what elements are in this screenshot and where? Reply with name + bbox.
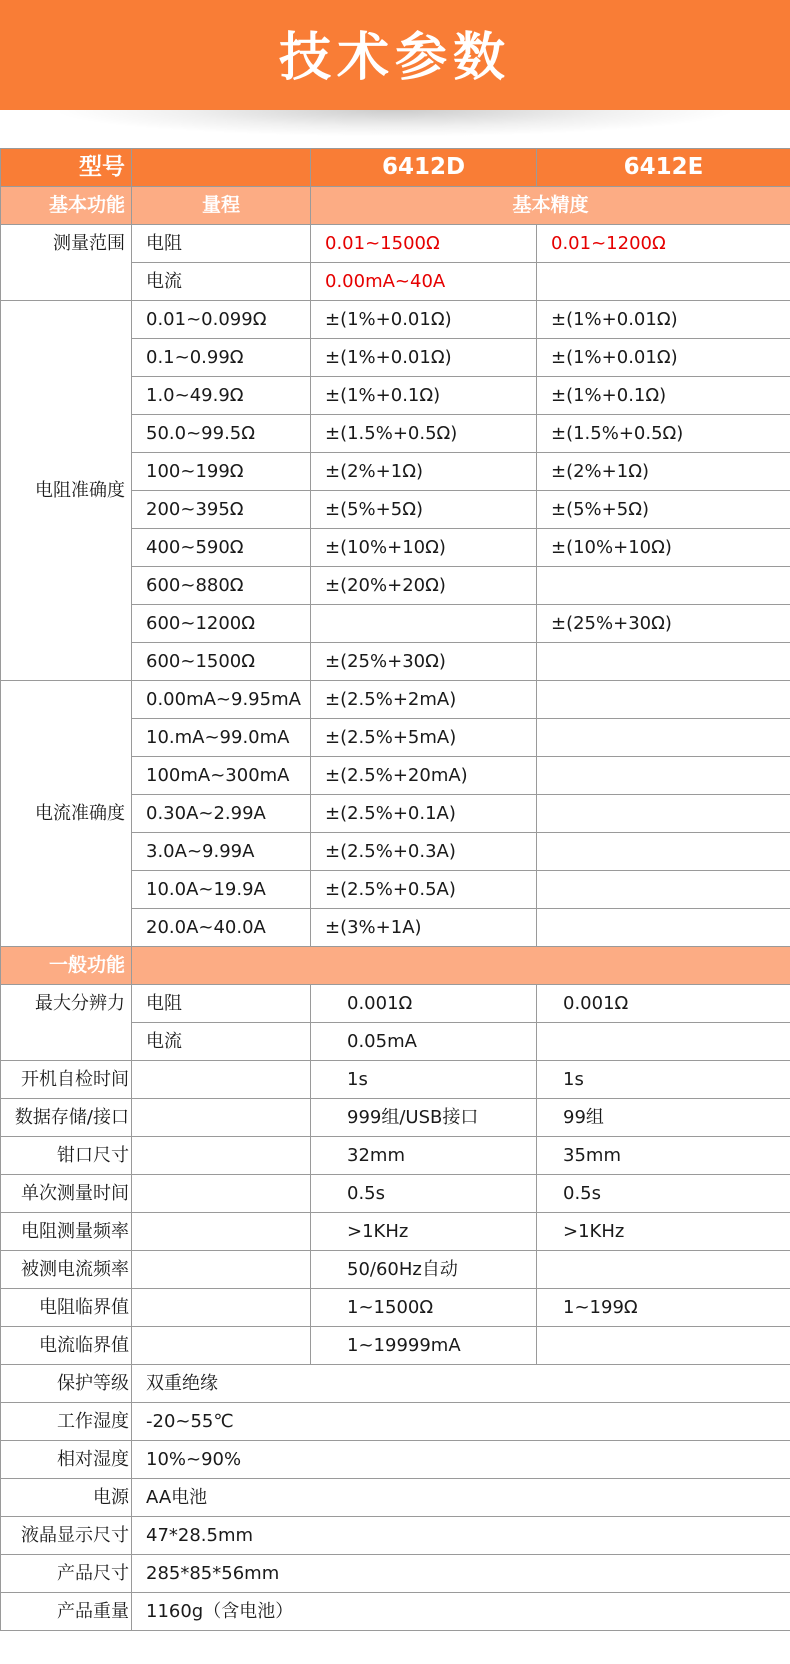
value-6412e (537, 643, 790, 681)
model-6412d: 6412D (311, 149, 537, 187)
empty-cell (132, 1289, 311, 1327)
value-6412d: ±(25%+30Ω) (311, 643, 537, 681)
value-6412d: ±(5%+5Ω) (311, 491, 537, 529)
spec-value: AA电池 (132, 1479, 790, 1517)
value-6412d: ±(1%+0.1Ω) (311, 377, 537, 415)
spec-label: 相对湿度 (1, 1441, 132, 1479)
spec-table (0, 148, 790, 1631)
value-6412d: ±(3%+1A) (311, 909, 537, 947)
value-6412e (537, 263, 790, 301)
resistance-range: 50.0~99.5Ω (132, 415, 311, 453)
value-6412e (537, 1023, 790, 1061)
resistance-range: 400~590Ω (132, 529, 311, 567)
value-6412e: >1KHz (537, 1213, 790, 1251)
value-6412e (537, 681, 790, 719)
header-empty-cell (132, 149, 311, 187)
resistance-range: 200~395Ω (132, 491, 311, 529)
table-row (1, 1593, 790, 1631)
measure-range-item: 电流 (132, 263, 311, 301)
general-header-fill (132, 947, 790, 985)
table-row (1, 1555, 790, 1593)
value-6412e: 35mm (537, 1137, 790, 1175)
general-row-label: 被测电流频率 (1, 1251, 132, 1289)
value-6412e: ±(1%+0.01Ω) (537, 339, 790, 377)
value-6412d: ±(2.5%+2mA) (311, 681, 537, 719)
spec-value: 10%~90% (132, 1441, 790, 1479)
value-6412e (537, 1327, 790, 1365)
value-6412e: 1~199Ω (537, 1289, 790, 1327)
table-row (1, 1137, 790, 1175)
current-range: 10.mA~99.0mA (132, 719, 311, 757)
table-row (1, 1099, 790, 1137)
current-range: 10.0A~19.9A (132, 871, 311, 909)
model-6412e: 6412E (537, 149, 790, 187)
value-6412d: 999组/USB接口 (311, 1099, 537, 1137)
table-row (1, 1441, 790, 1479)
current-accuracy-label: 电流准确度 (1, 681, 132, 947)
value-6412e: 1s (537, 1061, 790, 1099)
general-row-label: 电阻测量频率 (1, 1213, 132, 1251)
table-row (1, 681, 790, 719)
table-row (1, 985, 790, 1023)
resistance-range: 600~1500Ω (132, 643, 311, 681)
current-range: 3.0A~9.99A (132, 833, 311, 871)
current-range: 20.0A~40.0A (132, 909, 311, 947)
value-6412e: ±(1%+0.01Ω) (537, 301, 790, 339)
empty-cell (132, 1099, 311, 1137)
table-row (1, 1479, 790, 1517)
basic-function-label: 基本功能 (1, 187, 132, 225)
general-row-label: 单次测量时间 (1, 1175, 132, 1213)
value-6412d: ±(10%+10Ω) (311, 529, 537, 567)
value-6412d: 1~19999mA (311, 1327, 537, 1365)
value-6412d: 0.01~1500Ω (311, 225, 537, 263)
spec-label: 液晶显示尺寸 (1, 1517, 132, 1555)
spec-label: 保护等级 (1, 1365, 132, 1403)
value-6412d: ±(2%+1Ω) (311, 453, 537, 491)
resolution-item: 电阻 (132, 985, 311, 1023)
table-row (1, 1289, 790, 1327)
value-6412d: ±(1%+0.01Ω) (311, 339, 537, 377)
header-row-basic (1, 187, 790, 225)
general-row-label: 开机自检时间 (1, 1061, 132, 1099)
table-row (1, 225, 790, 263)
spec-value: -20~55℃ (132, 1403, 790, 1441)
value-6412d: 50/60Hz自动 (311, 1251, 537, 1289)
value-6412d: ±(2.5%+5mA) (311, 719, 537, 757)
table-row (1, 1213, 790, 1251)
value-6412e: ±(1.5%+0.5Ω) (537, 415, 790, 453)
table-row (1, 1517, 790, 1555)
general-function-label: 一般功能 (1, 947, 132, 985)
table-row (1, 1175, 790, 1213)
value-6412e (537, 1251, 790, 1289)
empty-cell (132, 1175, 311, 1213)
measure-range-item: 电阻 (132, 225, 311, 263)
basic-accuracy-label: 基本精度 (311, 187, 790, 225)
spec-label: 工作湿度 (1, 1403, 132, 1441)
empty-cell (132, 1213, 311, 1251)
resistance-range: 0.01~0.099Ω (132, 301, 311, 339)
table-row (1, 1365, 790, 1403)
value-6412d: 0.5s (311, 1175, 537, 1213)
section-header-general (1, 947, 790, 985)
table-row (1, 1061, 790, 1099)
value-6412d: ±(2.5%+0.1A) (311, 795, 537, 833)
value-6412e (537, 757, 790, 795)
general-row-label: 电流临界值 (1, 1327, 132, 1365)
spec-value: 47*28.5mm (132, 1517, 790, 1555)
current-range: 0.00mA~9.95mA (132, 681, 311, 719)
value-6412e: ±(2%+1Ω) (537, 453, 790, 491)
page-title: 技术参数 (278, 27, 511, 88)
value-6412e (537, 795, 790, 833)
resistance-range: 100~199Ω (132, 453, 311, 491)
range-label: 量程 (132, 187, 311, 225)
title-banner (0, 0, 790, 110)
max-resolution-label: 最大分辨力 (1, 985, 132, 1061)
general-row-label: 电阻临界值 (1, 1289, 132, 1327)
spec-value: 1160g（含电池） (132, 1593, 790, 1631)
value-6412e (537, 871, 790, 909)
measure-range-label: 测量范围 (1, 225, 132, 301)
value-6412e: 0.5s (537, 1175, 790, 1213)
value-6412e: ±(25%+30Ω) (537, 605, 790, 643)
banner-shadow (60, 110, 730, 136)
spec-label: 产品尺寸 (1, 1555, 132, 1593)
empty-cell (132, 1251, 311, 1289)
value-6412e (537, 567, 790, 605)
table-row (1, 1327, 790, 1365)
value-6412d: ±(2.5%+20mA) (311, 757, 537, 795)
value-6412d: 1~1500Ω (311, 1289, 537, 1327)
table-row (1, 1251, 790, 1289)
resistance-range: 600~880Ω (132, 567, 311, 605)
value-6412e (537, 833, 790, 871)
general-row-label: 钳口尺寸 (1, 1137, 132, 1175)
value-6412d: 0.05mA (311, 1023, 537, 1061)
value-6412e (537, 719, 790, 757)
value-6412d: 0.001Ω (311, 985, 537, 1023)
resistance-range: 1.0~49.9Ω (132, 377, 311, 415)
value-6412d: 1s (311, 1061, 537, 1099)
resistance-accuracy-label: 电阻准确度 (1, 301, 132, 681)
spec-value: 双重绝缘 (132, 1365, 790, 1403)
empty-cell (132, 1061, 311, 1099)
value-6412d: >1KHz (311, 1213, 537, 1251)
current-range: 0.30A~2.99A (132, 795, 311, 833)
resolution-item: 电流 (132, 1023, 311, 1061)
value-6412e: ±(1%+0.1Ω) (537, 377, 790, 415)
value-6412e: 0.001Ω (537, 985, 790, 1023)
spec-label: 产品重量 (1, 1593, 132, 1631)
value-6412e: ±(5%+5Ω) (537, 491, 790, 529)
value-6412d: ±(1.5%+0.5Ω) (311, 415, 537, 453)
resistance-range: 600~1200Ω (132, 605, 311, 643)
value-6412d: 32mm (311, 1137, 537, 1175)
resistance-range: 0.1~0.99Ω (132, 339, 311, 377)
value-6412d: ±(20%+20Ω) (311, 567, 537, 605)
header-row-model (1, 149, 790, 187)
value-6412e (537, 909, 790, 947)
general-row-label: 数据存储/接口 (1, 1099, 132, 1137)
spec-value: 285*85*56mm (132, 1555, 790, 1593)
table-row (1, 1403, 790, 1441)
value-6412d: ±(2.5%+0.5A) (311, 871, 537, 909)
spec-label: 电源 (1, 1479, 132, 1517)
empty-cell (132, 1137, 311, 1175)
value-6412e: ±(10%+10Ω) (537, 529, 790, 567)
empty-cell (132, 1327, 311, 1365)
value-6412e: 0.01~1200Ω (537, 225, 790, 263)
value-6412e: 99组 (537, 1099, 790, 1137)
model-label: 型号 (1, 149, 132, 187)
value-6412d: ±(1%+0.01Ω) (311, 301, 537, 339)
value-6412d (311, 605, 537, 643)
current-range: 100mA~300mA (132, 757, 311, 795)
table-row (1, 301, 790, 339)
value-6412d: 0.00mA~40A (311, 263, 537, 301)
value-6412d: ±(2.5%+0.3A) (311, 833, 537, 871)
